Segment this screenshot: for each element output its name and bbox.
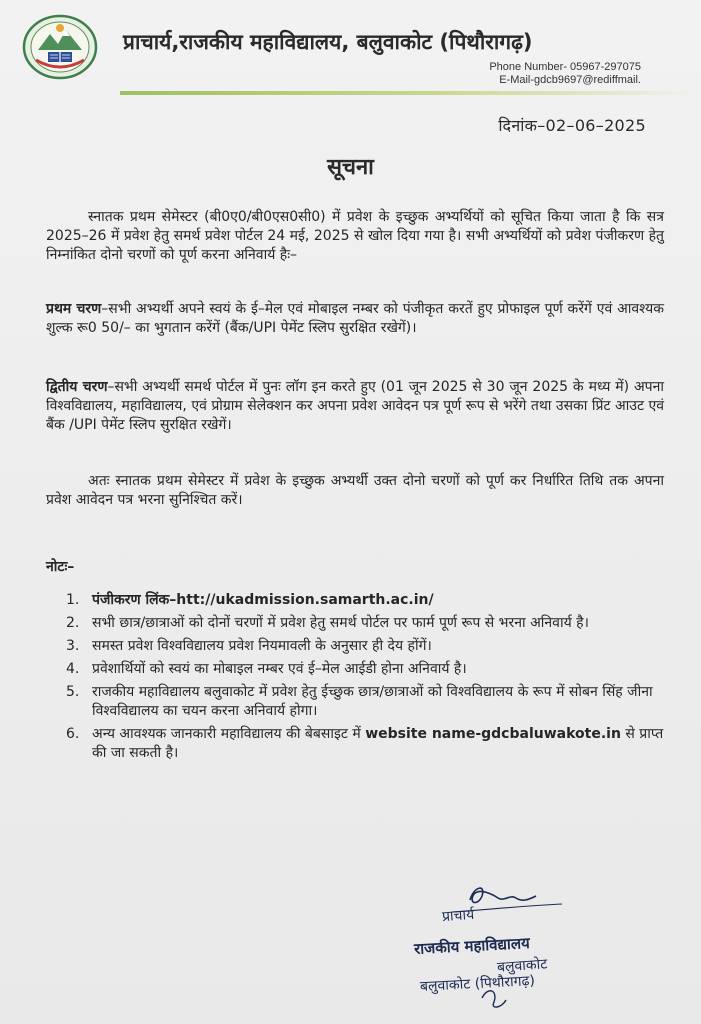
note-number: 3. xyxy=(66,638,80,654)
intro-paragraph xyxy=(46,208,664,265)
phone-number: Phone Number- 05967-297075 xyxy=(489,61,641,73)
step2-paragraph xyxy=(46,378,664,435)
email-address: E-Mail-gdcb9697@rediffmail. xyxy=(499,74,641,86)
note-item xyxy=(66,660,672,679)
note-number: 5. xyxy=(66,684,80,700)
note-number: 4. xyxy=(66,661,80,677)
header-divider xyxy=(120,91,700,95)
note-number: 2. xyxy=(66,615,80,631)
step2-label: द्वितीय चरण xyxy=(46,379,108,395)
note-item xyxy=(66,637,672,656)
step1-paragraph xyxy=(46,300,664,338)
note-item xyxy=(66,725,672,763)
note-text: समस्त प्रवेश विश्वविद्यालय प्रवेश नियमावली के अनुसार ही देय होंगें। xyxy=(92,638,432,654)
note-text: से प्राप्त की जा सकती है। xyxy=(92,726,664,761)
stamp-place: बलुवाकोट xyxy=(496,956,548,976)
note-item xyxy=(66,591,672,610)
registration-link[interactable]: पंजीकरण लिंक–htt://ukadmission.samarth.ac.in/ xyxy=(92,592,434,608)
note-number: 1. xyxy=(66,592,80,608)
college-title: प्राचार्य,राजकीय महाविद्यालय, बलुवाकोट (पिथौरागढ़) xyxy=(123,30,533,54)
stamp-district: बलुवाकोट (पिथौरागढ़) xyxy=(419,973,536,995)
note-list xyxy=(66,591,672,767)
conclusion-paragraph xyxy=(46,472,664,510)
step1-label: प्रथम चरण xyxy=(46,301,102,317)
note-item xyxy=(66,614,672,633)
intro-text: स्नातक प्रथम सेमेस्टर (बी0ए0/बी0एस0सी0) में प्रवेश के इच्छुक अभ्यर्थियों को सूचित किया जाता है कि सत्र 2025–26 में प्रवेश हेतु समर्थ प्रवेश पोर्टल 24 मई, 2025 से खोल दिया गया है। सभी अभ्यर्थियों को प्रवेश पंजीकरण हेतु निम्नांकित दोनो चरणों को पूर्ण करना अनिवार्य हैः– xyxy=(46,209,664,263)
college-logo-icon xyxy=(22,14,98,80)
stamp-college: राजकीय महाविद्यालय xyxy=(413,933,531,959)
step1-text: –सभी अभ्यर्थी अपने स्वयं के ई–मेल एवं मोबाइल नम्बर को पंजीकृत करतें हुए प्रोफाइल पूर्ण करेंगें एवं आवश्यक शुल्क रू0 50/– का भुगतान करेंगें (बैंक/UPI पेमेंट स्लिप सुरक्षित रखेगें)। xyxy=(46,301,664,336)
stamp-designation: प्राचार्य xyxy=(441,906,475,926)
signature-stamp xyxy=(412,880,622,1020)
note-heading: नोटः– xyxy=(46,559,75,575)
step2-text: –सभी अभ्यर्थी समर्थ पोर्टल में पुनः लॉग इन करते हुए (01 जून 2025 से 30 जून 2025 के मध्य में) अपना विश्वविद्यालय, महाविद्यालय, एवं प्रोग्राम सेलेक्शन कर अपना प्रवेश आवेदन पत्र पूर्ण रूप से भरेंगे तथा उसका प्रिंट आउट एवं बैंक /UPI पेमेंट स्लिप सुरक्षित रखेगें। xyxy=(46,379,664,433)
notice-heading: सूचना xyxy=(327,155,374,180)
notice-date: दिनांक–02–06–2025 xyxy=(498,116,646,135)
note-text: सभी छात्र/छात्राओं को दोनों चरणों में प्रवेश हेतु समर्थ पोर्टल पर फार्म पूर्ण रूप से भरना अनिवार्य है। xyxy=(92,615,589,631)
note-item xyxy=(66,683,672,721)
note-number: 6. xyxy=(66,726,80,742)
contact-block xyxy=(489,61,641,87)
website-link[interactable]: website name-gdcbaluwakote.in xyxy=(365,726,621,742)
note-text: राजकीय महाविद्यालय बलुवाकोट में प्रवेश हेतु ईच्छुक छात्र/छात्राओं को विश्वविद्यालय के रूप में सोबन सिंह जीना विश्वविद्यालय का चयन करना अनिवार्य होगा। xyxy=(92,684,653,719)
conclusion-text: अतः स्नातक प्रथम सेमेस्टर में प्रवेश के इच्छुक अभ्यर्थी उक्त दोनो चरणों को पूर्ण कर निर्धारित तिथि तक अपना प्रवेश आवेदन पत्र भरना सुनिश्चित करें। xyxy=(46,473,664,508)
note-text: अन्य आवश्यक जानकारी महाविद्यालय की बेबसाइट में xyxy=(92,726,366,742)
note-text: प्रवेशार्थियों को स्वयं का मोबाइल नम्बर एवं ई–मेल आईडी होना अनिवार्य है। xyxy=(92,661,467,677)
